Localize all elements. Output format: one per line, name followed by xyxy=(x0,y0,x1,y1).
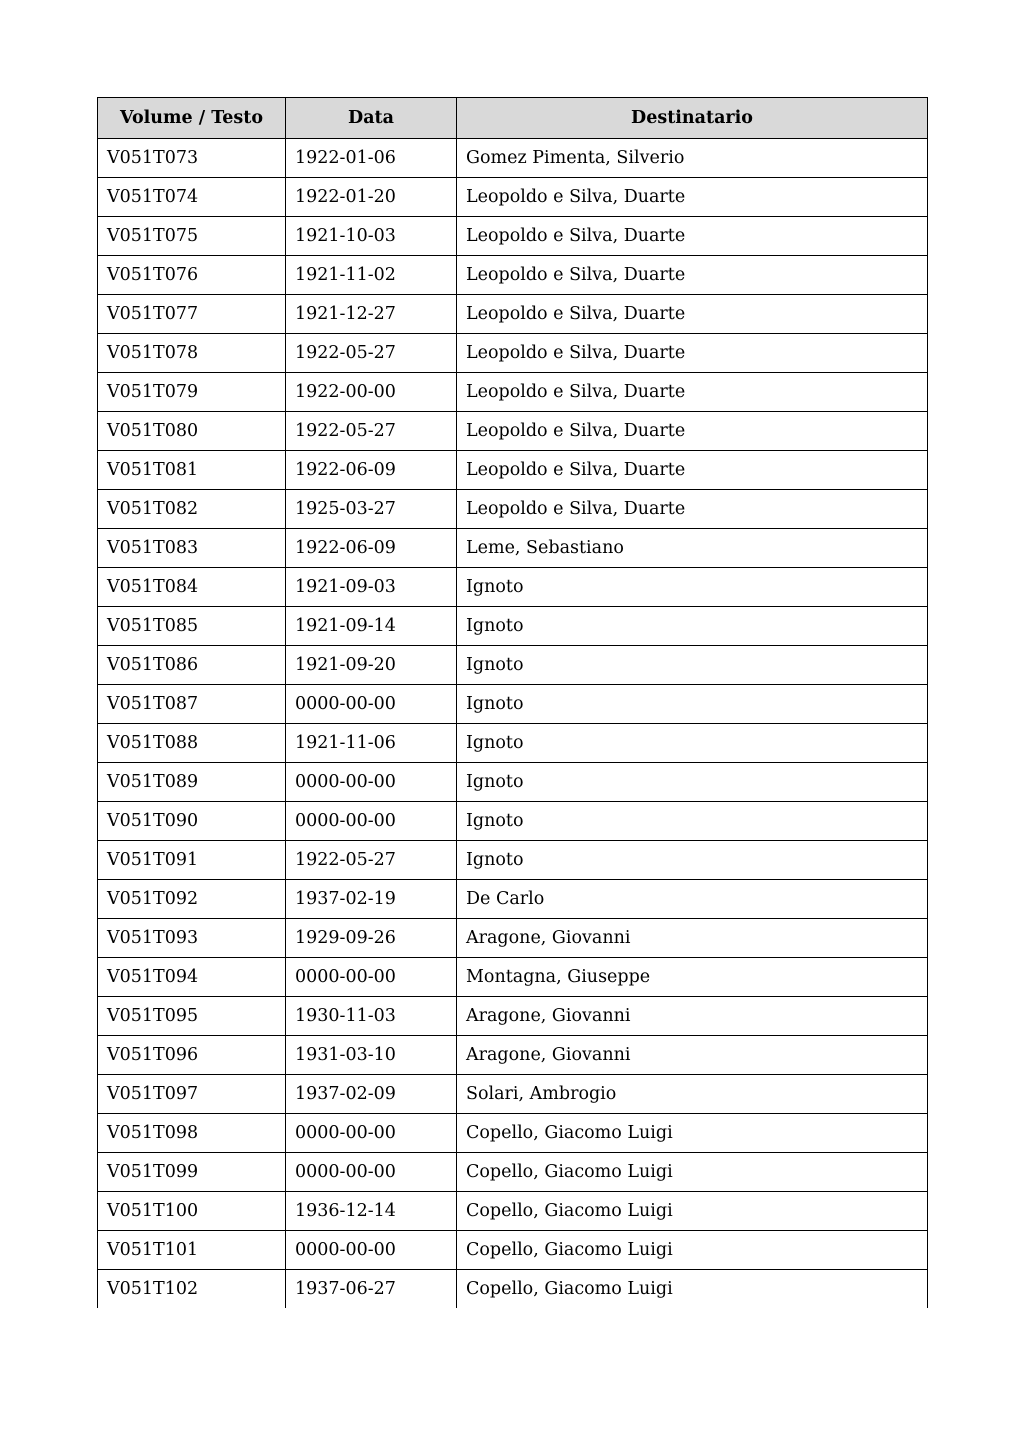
table-row xyxy=(98,1231,928,1270)
table-row xyxy=(98,178,928,217)
cell-destinatario: Montagna, Giuseppe xyxy=(457,958,928,997)
cell-destinatario: Ignoto xyxy=(457,802,928,841)
table-row xyxy=(98,880,928,919)
cell-destinatario: Copello, Giacomo Luigi xyxy=(457,1192,928,1231)
cell-volume-testo: V051T099 xyxy=(98,1153,286,1192)
cell-volume-testo: V051T100 xyxy=(98,1192,286,1231)
header-row xyxy=(98,98,928,139)
cell-volume-testo: V051T089 xyxy=(98,763,286,802)
cell-data: 1921-12-27 xyxy=(286,295,457,334)
cell-volume-testo: V051T085 xyxy=(98,607,286,646)
cell-volume-testo: V051T073 xyxy=(98,139,286,178)
cell-destinatario: Ignoto xyxy=(457,607,928,646)
cell-destinatario: Leopoldo e Silva, Duarte xyxy=(457,295,928,334)
table-row xyxy=(98,529,928,568)
cell-destinatario: Aragone, Giovanni xyxy=(457,1036,928,1075)
cell-data: 1922-00-00 xyxy=(286,373,457,412)
table-row xyxy=(98,841,928,880)
table-row xyxy=(98,256,928,295)
table-row xyxy=(98,763,928,802)
cell-destinatario: Leopoldo e Silva, Duarte xyxy=(457,256,928,295)
cell-volume-testo: V051T078 xyxy=(98,334,286,373)
header-destinatario: Destinatario xyxy=(457,98,928,139)
cell-destinatario: Leopoldo e Silva, Duarte xyxy=(457,217,928,256)
cell-destinatario: Copello, Giacomo Luigi xyxy=(457,1270,928,1309)
header-data: Data xyxy=(286,98,457,139)
cell-destinatario: Leopoldo e Silva, Duarte xyxy=(457,451,928,490)
table-row xyxy=(98,685,928,724)
cell-volume-testo: V051T079 xyxy=(98,373,286,412)
cell-volume-testo: V051T098 xyxy=(98,1114,286,1153)
cell-volume-testo: V051T083 xyxy=(98,529,286,568)
cell-data: 1922-05-27 xyxy=(286,841,457,880)
cell-data: 1922-01-20 xyxy=(286,178,457,217)
cell-destinatario: Ignoto xyxy=(457,841,928,880)
cell-destinatario: Gomez Pimenta, Silverio xyxy=(457,139,928,178)
cell-volume-testo: V051T086 xyxy=(98,646,286,685)
cell-destinatario: Solari, Ambrogio xyxy=(457,1075,928,1114)
header-volume-testo: Volume / Testo xyxy=(98,98,286,139)
cell-data: 1937-02-09 xyxy=(286,1075,457,1114)
table-row xyxy=(98,373,928,412)
table-row xyxy=(98,412,928,451)
table-row xyxy=(98,997,928,1036)
cell-data: 0000-00-00 xyxy=(286,763,457,802)
cell-volume-testo: V051T080 xyxy=(98,412,286,451)
cell-destinatario: Leopoldo e Silva, Duarte xyxy=(457,412,928,451)
table-header xyxy=(98,98,928,139)
cell-destinatario: Aragone, Giovanni xyxy=(457,997,928,1036)
cell-data: 1921-09-03 xyxy=(286,568,457,607)
cell-volume-testo: V051T074 xyxy=(98,178,286,217)
cell-volume-testo: V051T075 xyxy=(98,217,286,256)
cell-destinatario: Leopoldo e Silva, Duarte xyxy=(457,490,928,529)
cell-volume-testo: V051T077 xyxy=(98,295,286,334)
cell-data: 1921-11-02 xyxy=(286,256,457,295)
cell-destinatario: Copello, Giacomo Luigi xyxy=(457,1153,928,1192)
table-body xyxy=(98,139,928,1309)
cell-data: 1921-10-03 xyxy=(286,217,457,256)
table-row xyxy=(98,139,928,178)
cell-data: 0000-00-00 xyxy=(286,802,457,841)
cell-data: 1936-12-14 xyxy=(286,1192,457,1231)
table-row xyxy=(98,1114,928,1153)
cell-destinatario: Copello, Giacomo Luigi xyxy=(457,1114,928,1153)
cell-destinatario: Ignoto xyxy=(457,763,928,802)
table-row xyxy=(98,646,928,685)
cell-volume-testo: V051T097 xyxy=(98,1075,286,1114)
cell-destinatario: Ignoto xyxy=(457,646,928,685)
cell-data: 1930-11-03 xyxy=(286,997,457,1036)
cell-destinatario: De Carlo xyxy=(457,880,928,919)
table-row xyxy=(98,1153,928,1192)
cell-volume-testo: V051T093 xyxy=(98,919,286,958)
cell-data: 1931-03-10 xyxy=(286,1036,457,1075)
cell-data: 1922-05-27 xyxy=(286,412,457,451)
cell-volume-testo: V051T076 xyxy=(98,256,286,295)
table-row xyxy=(98,1036,928,1075)
cell-data: 1921-11-06 xyxy=(286,724,457,763)
cell-destinatario: Leopoldo e Silva, Duarte xyxy=(457,178,928,217)
letters-table xyxy=(97,97,928,1308)
cell-destinatario: Ignoto xyxy=(457,685,928,724)
cell-volume-testo: V051T096 xyxy=(98,1036,286,1075)
table-row xyxy=(98,1192,928,1231)
cell-data: 1921-09-14 xyxy=(286,607,457,646)
cell-volume-testo: V051T101 xyxy=(98,1231,286,1270)
cell-destinatario: Leopoldo e Silva, Duarte xyxy=(457,373,928,412)
cell-volume-testo: V051T090 xyxy=(98,802,286,841)
cell-volume-testo: V051T102 xyxy=(98,1270,286,1309)
table-row xyxy=(98,802,928,841)
table-row xyxy=(98,724,928,763)
cell-volume-testo: V051T084 xyxy=(98,568,286,607)
table-row xyxy=(98,919,928,958)
cell-data: 0000-00-00 xyxy=(286,685,457,724)
table-row xyxy=(98,334,928,373)
table-row xyxy=(98,451,928,490)
cell-destinatario: Leopoldo e Silva, Duarte xyxy=(457,334,928,373)
table-row xyxy=(98,295,928,334)
table-row xyxy=(98,568,928,607)
cell-data: 1925-03-27 xyxy=(286,490,457,529)
cell-volume-testo: V051T088 xyxy=(98,724,286,763)
cell-data: 1937-02-19 xyxy=(286,880,457,919)
cell-volume-testo: V051T094 xyxy=(98,958,286,997)
cell-data: 0000-00-00 xyxy=(286,1153,457,1192)
table-row xyxy=(98,217,928,256)
table-row xyxy=(98,958,928,997)
cell-destinatario: Ignoto xyxy=(457,724,928,763)
cell-volume-testo: V051T081 xyxy=(98,451,286,490)
cell-volume-testo: V051T082 xyxy=(98,490,286,529)
cell-destinatario: Ignoto xyxy=(457,568,928,607)
cell-volume-testo: V051T087 xyxy=(98,685,286,724)
cell-data: 1922-05-27 xyxy=(286,334,457,373)
cell-data: 1929-09-26 xyxy=(286,919,457,958)
cell-destinatario: Leme, Sebastiano xyxy=(457,529,928,568)
cell-data: 1921-09-20 xyxy=(286,646,457,685)
cell-data: 0000-00-00 xyxy=(286,958,457,997)
cell-data: 0000-00-00 xyxy=(286,1114,457,1153)
cell-volume-testo: V051T091 xyxy=(98,841,286,880)
cell-volume-testo: V051T092 xyxy=(98,880,286,919)
cell-data: 1922-06-09 xyxy=(286,451,457,490)
cell-destinatario: Copello, Giacomo Luigi xyxy=(457,1231,928,1270)
cell-data: 1922-06-09 xyxy=(286,529,457,568)
table-row xyxy=(98,1270,928,1309)
cell-data: 1937-06-27 xyxy=(286,1270,457,1309)
cell-volume-testo: V051T095 xyxy=(98,997,286,1036)
table-row xyxy=(98,1075,928,1114)
table-row xyxy=(98,490,928,529)
cell-data: 0000-00-00 xyxy=(286,1231,457,1270)
cell-destinatario: Aragone, Giovanni xyxy=(457,919,928,958)
cell-data: 1922-01-06 xyxy=(286,139,457,178)
table-row xyxy=(98,607,928,646)
